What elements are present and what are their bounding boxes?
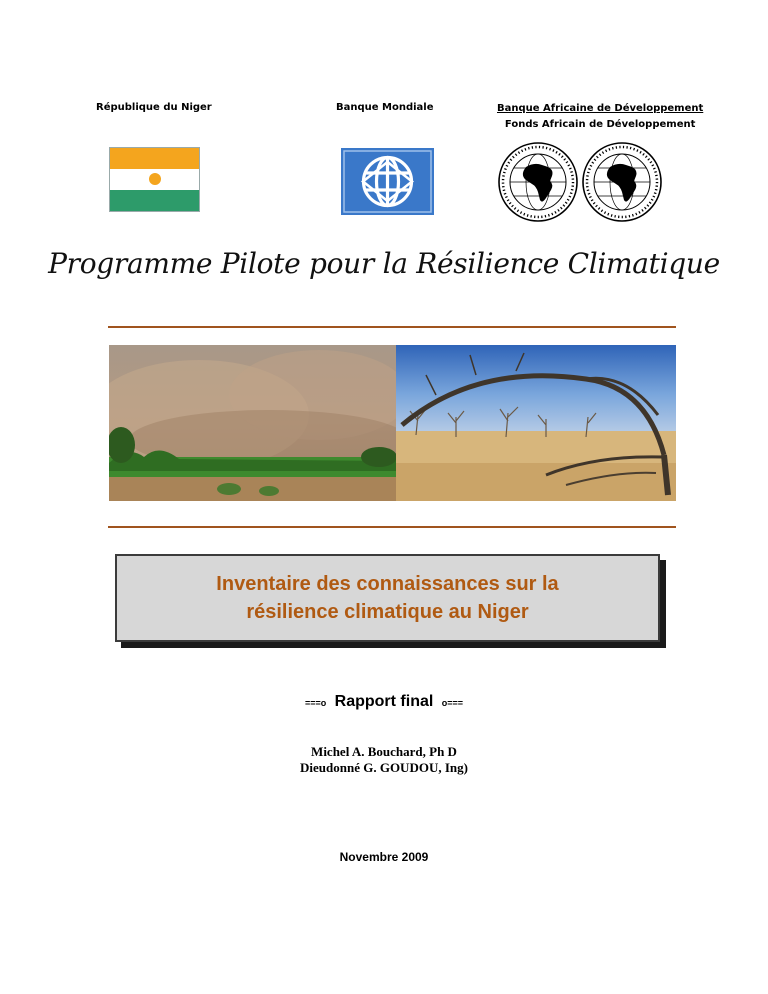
org-niger-label: République du Niger (96, 102, 212, 113)
authors-block (0, 744, 768, 776)
report-label-text: Rapport final (334, 693, 434, 710)
afdf-seal-icon (580, 140, 664, 224)
author-1: Michel A. Bouchard, Ph D (311, 744, 457, 759)
report-title-line1: Inventaire des connaissances sur la (216, 573, 559, 595)
org-afdb-label (497, 101, 703, 133)
author-2: Dieudonné G. GOUDOU, Ing) (300, 760, 468, 775)
niger-flag-icon (109, 147, 200, 212)
divider-top (108, 326, 676, 328)
report-title-line2: résilience climatique au Niger (246, 601, 529, 623)
program-title: Programme Pilote pour la Résilience Climatique (48, 247, 720, 280)
afdb-line2: Fonds Africain de Développement (504, 119, 696, 130)
flag-sun-icon (149, 173, 161, 185)
afdb-line1: Banque Africaine de Développement (497, 103, 704, 114)
dust-storm-photo (109, 345, 396, 501)
report-label (0, 693, 768, 711)
divider-bottom (108, 526, 676, 528)
world-bank-logo-icon (341, 148, 434, 215)
org-world-bank-label: Banque Mondiale (336, 102, 434, 113)
report-title (173, 570, 603, 626)
report-label-prefix: ===o (304, 698, 327, 708)
afdb-seal-icon (496, 140, 580, 224)
report-label-suffix: o=== (441, 698, 464, 708)
report-date: Novembre 2009 (339, 850, 429, 864)
drought-photo (396, 345, 676, 501)
report-title-box (115, 554, 660, 642)
